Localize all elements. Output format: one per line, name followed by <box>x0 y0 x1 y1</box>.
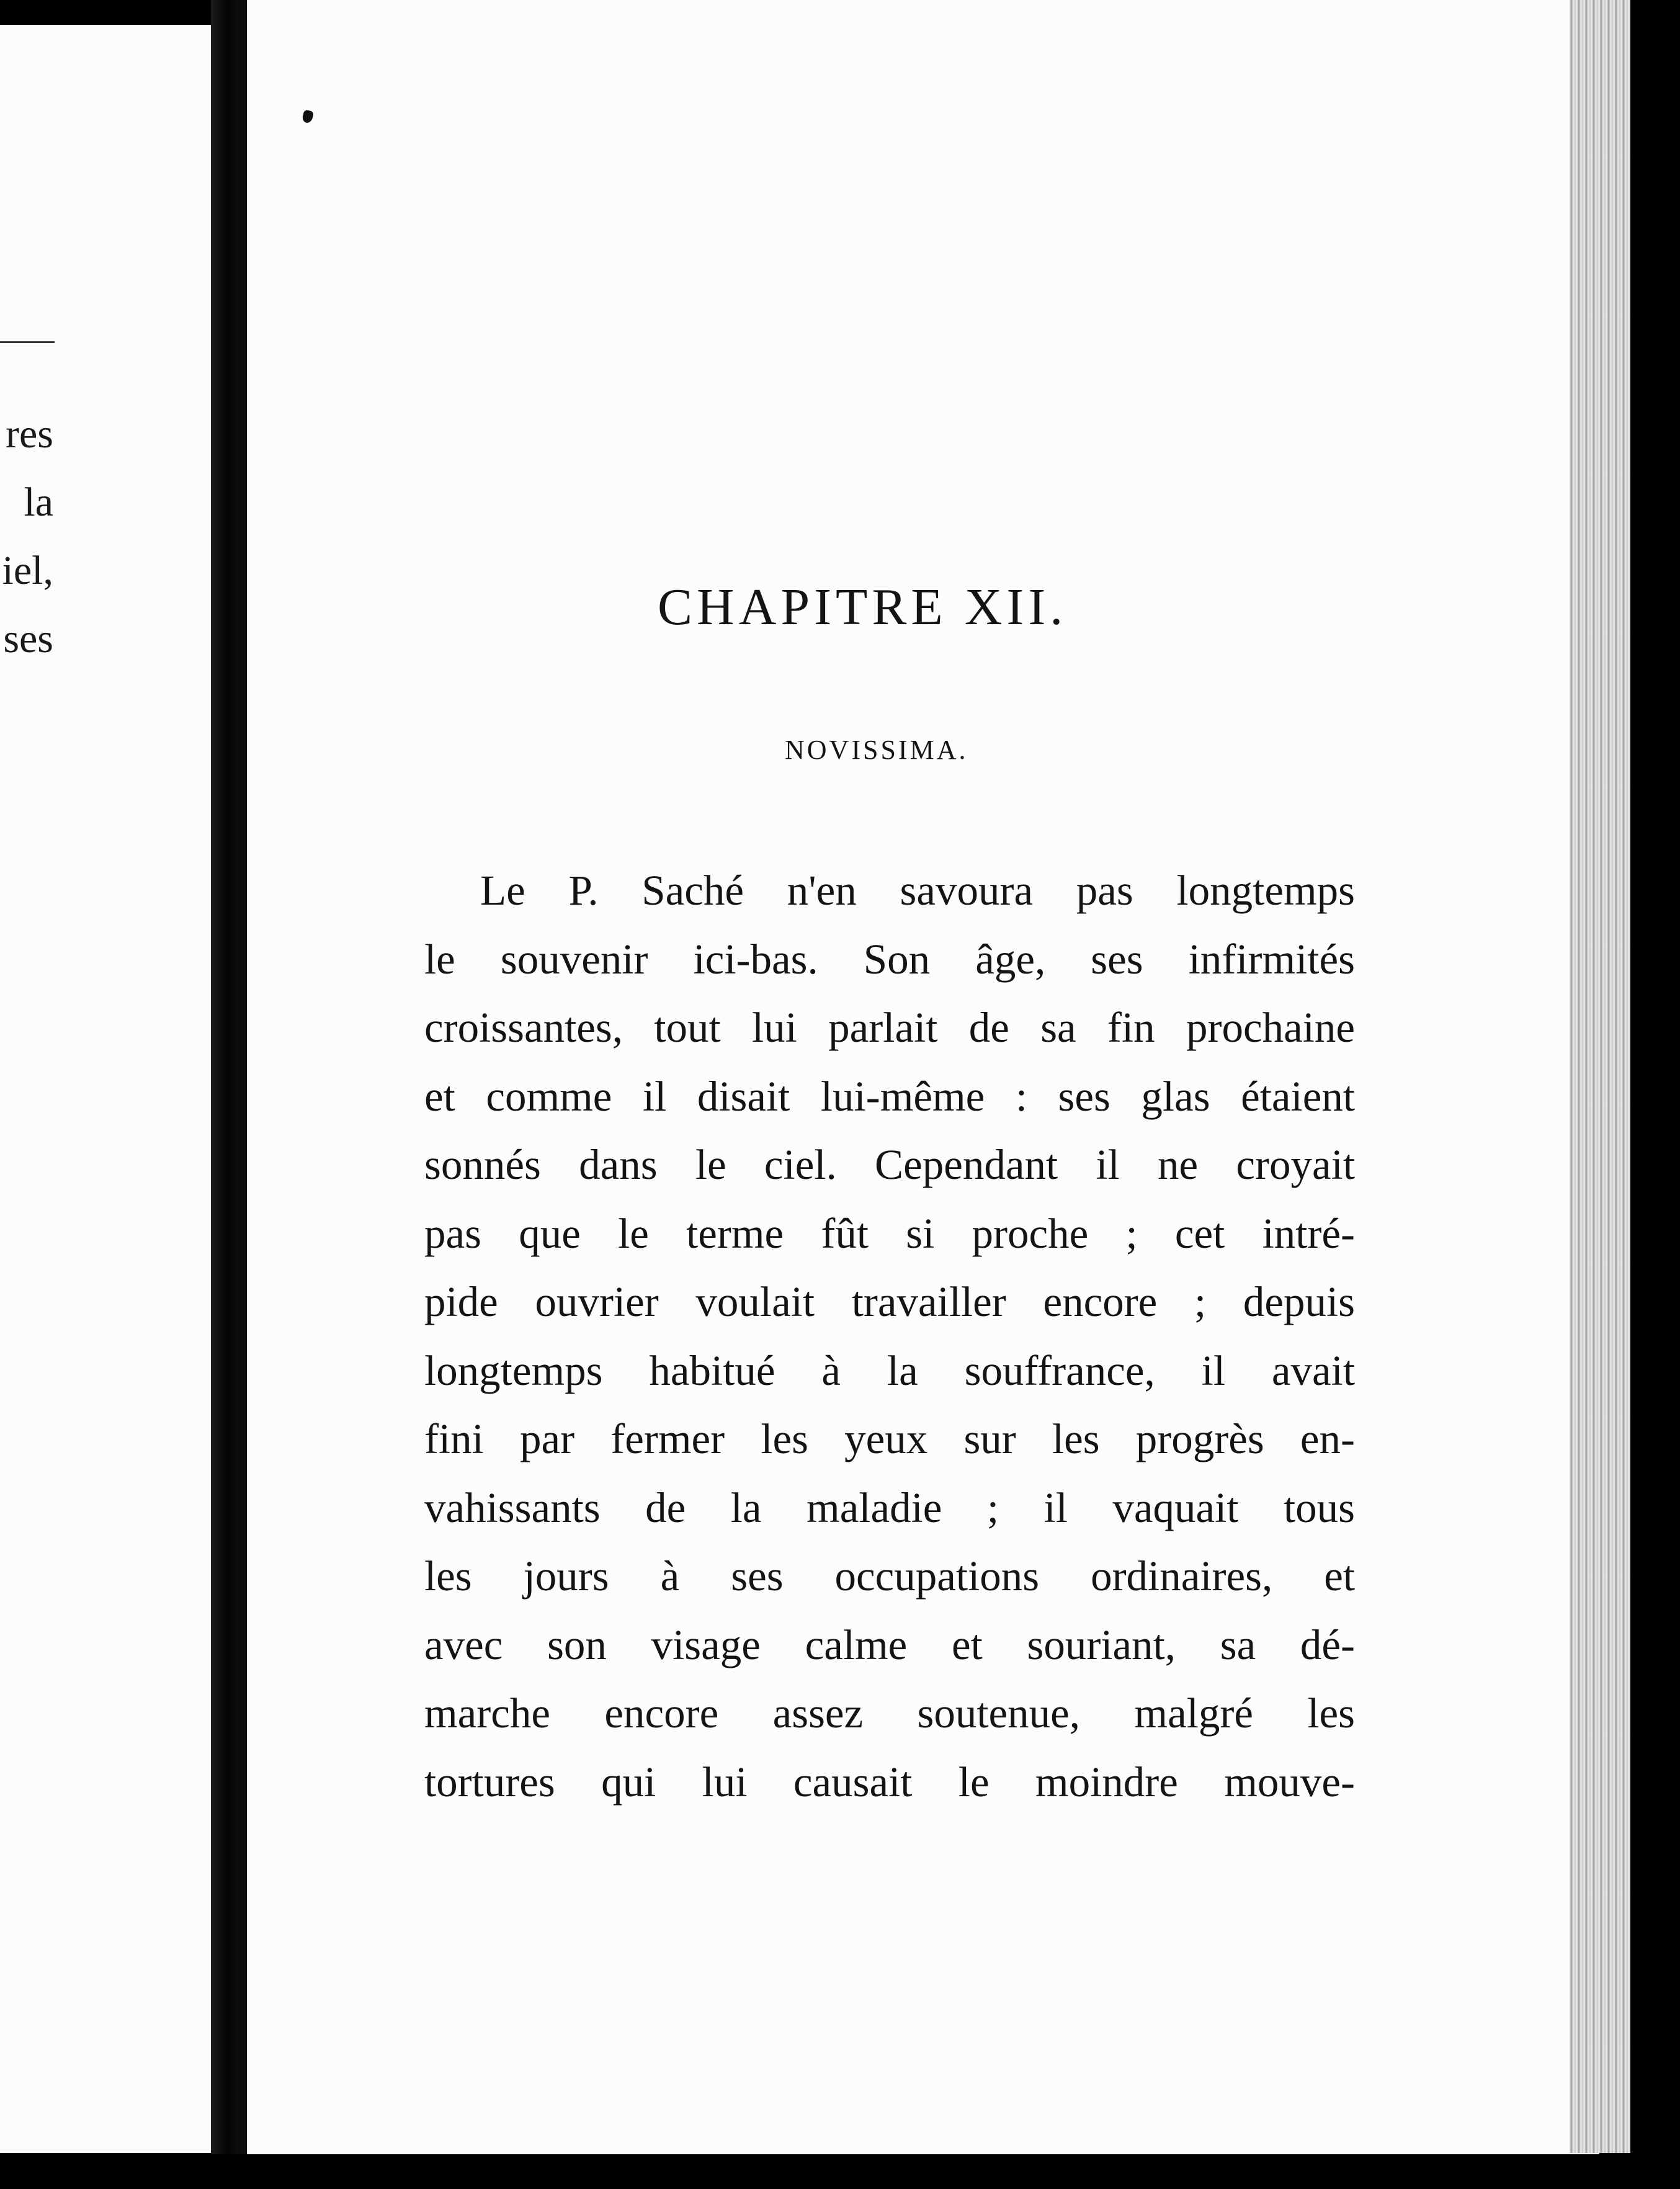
text-line: avec son visage calme et souriant, sa dé- <box>424 1621 1355 1668</box>
page-edges <box>1570 0 1632 2153</box>
previous-page-line: ses <box>3 616 53 661</box>
section-rule <box>0 341 55 343</box>
text-line: marche encore assez soutenue, malgré les <box>424 1690 1355 1737</box>
previous-page-line: res <box>6 411 53 457</box>
text-line: sonnés dans le ciel. Cependant il ne croyait <box>424 1141 1355 1188</box>
previous-page-line: iel, <box>2 548 53 593</box>
text-line: et comme il disait lui-même : ses glas étaient <box>424 1072 1355 1120</box>
scan-bottom-border <box>0 2154 1680 2189</box>
text-line: vahissants de la maladie ; il vaquait tous <box>424 1484 1355 1531</box>
body-text <box>424 856 1355 1816</box>
text-line: Le P. Saché n'en savoura pas longtemps <box>480 867 1355 914</box>
text-line: les jours à ses occupations ordinaires, et <box>424 1552 1355 1600</box>
text-line: le souvenir ici-bas. Son âge, ses infirmités <box>424 935 1355 983</box>
text-line: tortures qui lui causait le moindre mouve- <box>424 1758 1355 1806</box>
scan-border <box>1630 0 1680 2189</box>
previous-page-text <box>0 400 53 673</box>
text-line: pas que le terme fût si proche ; cet intré- <box>424 1209 1355 1257</box>
text-line: pide ouvrier voulait travailler encore ; depuis <box>424 1278 1355 1325</box>
text-line: longtemps habitué à la souffrance, il avait <box>424 1346 1355 1394</box>
book-gutter <box>211 0 247 2189</box>
chapter-subtitle: NOVISSIMA. <box>785 735 968 765</box>
previous-page <box>0 25 211 2153</box>
text-line: fini par fermer les yeux sur les progrès en- <box>424 1415 1355 1462</box>
previous-page-line: la <box>24 480 53 525</box>
chapter-title: CHAPITRE XII. <box>658 578 1068 636</box>
text-line: croissantes, tout lui parlait de sa fin prochaine <box>424 1004 1355 1051</box>
